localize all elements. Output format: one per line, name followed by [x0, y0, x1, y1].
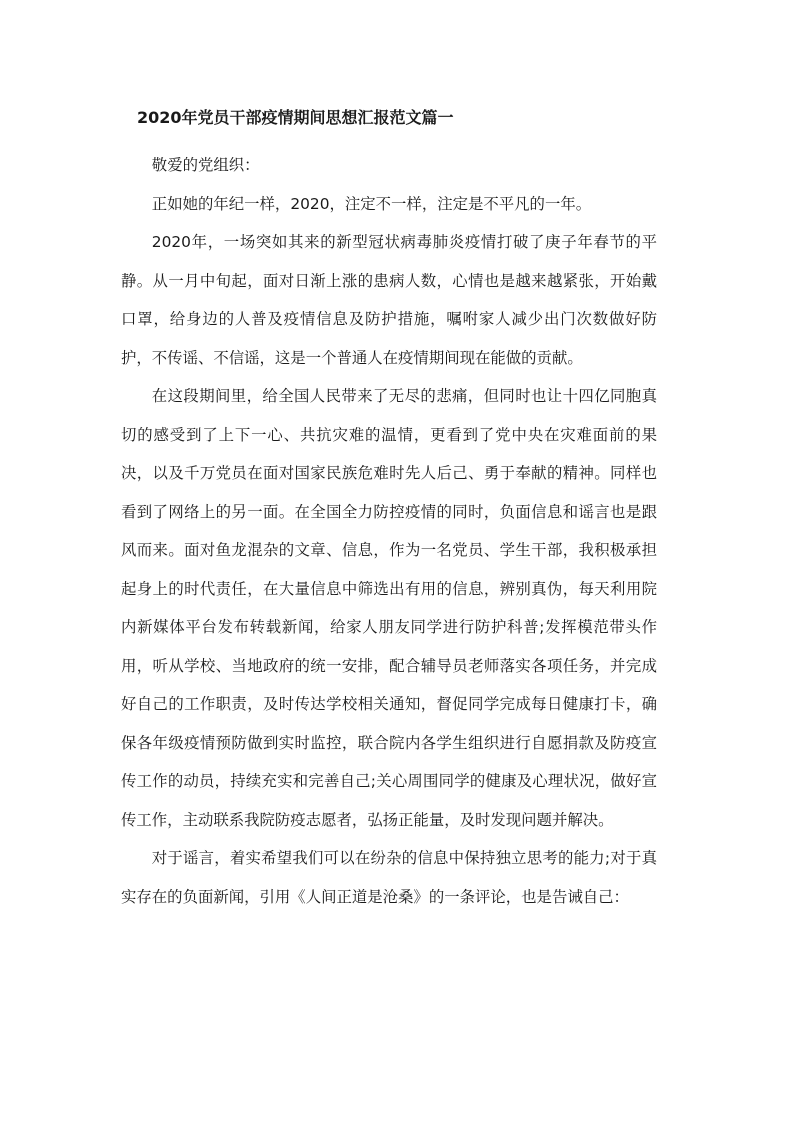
document-title: 2020年党员干部疫情期间思想汇报范文篇一	[137, 108, 454, 127]
document-body	[121, 146, 657, 916]
paragraph-outbreak: 2020年，一场突如其来的新型冠状病毒肺炎疫情打破了庚子年春节的平静。从一月中旬起，面对日渐上涨的患病人数，心情也是越来越紧张，开始戴口罩，给身边的人普及疫情信息及防护措施，嘱咐家人减少出门次数做好防护，不传谣、不信谣，这是一个普通人在疫情期间现在能做的贡献。	[121, 233, 657, 367]
paragraph-opening: 正如她的年纪一样，2020，注定不一样，注定是不平凡的一年。	[151, 194, 592, 213]
paragraph-rumors: 对于谣言，着实希望我们可以在纷杂的信息中保持独立思考的能力;对于真实存在的负面新闻，引用《人间正道是沧桑》的一条评论，也是告诫自己：	[121, 849, 657, 906]
paragraph-actions: 在这段期间里，给全国人民带来了无尽的悲痛，但同时也让十四亿同胞真切的感受到了上下一心、共抗灾难的温情，更看到了党中央在灾难面前的果决，以及千万党员在面对国家民族危难时先人后己、勇于奉献的精神。同样也看到了网络上的另一面。在全国全力防控疫情的同时，负面信息和谣言也是跟风而来。面对鱼龙混杂的文章、信息，作为一名党员、学生干部，我积极承担起身上的时代责任，在大量信息中筛选出有用的信息，辨别真伪，每天利用院内新媒体平台发布转载新闻，给家人朋友同学进行防护科普;发挥模范带头作用，听从学校、当地政府的统一安排，配合辅导员老师落实各项任务，并完成好自己的工作职责，及时传达学校相关通知，督促同学完成每日健康打卡，确保各年级疫情预防做到实时监控，联合院内各学生组织进行自愿捐款及防疫宣传工作的动员，持续充实和完善自己;关心周围同学的健康及心理状况，做好宣传工作，主动联系我院防疫志愿者，弘扬正能量，及时发现问题并解决。	[121, 387, 657, 829]
paragraph-salutation: 敬爱的党组织：	[151, 156, 260, 174]
